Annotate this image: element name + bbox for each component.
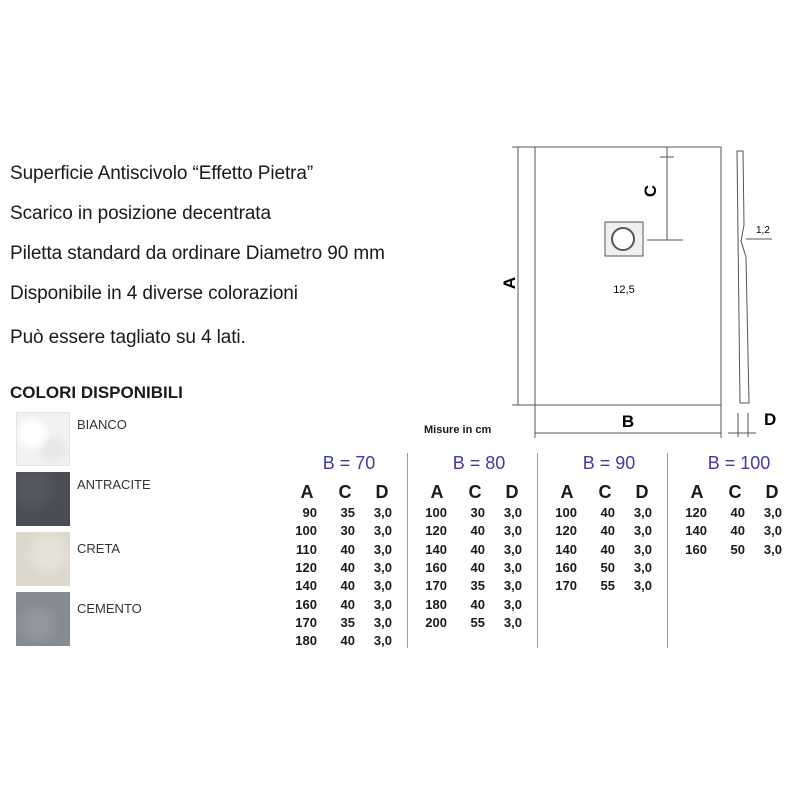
- table-header: C: [598, 482, 612, 502]
- tray-outline: [535, 147, 721, 405]
- table-cell: 55: [600, 578, 615, 594]
- drain-icon: [612, 228, 634, 250]
- table-cell: 3,0: [503, 505, 522, 520]
- table-cell: 3,0: [373, 614, 392, 630]
- table-cell: 3,0: [503, 596, 522, 612]
- table-cell: 3,0: [763, 505, 782, 520]
- table-cell: 140: [295, 578, 317, 594]
- table-cell: 40: [470, 541, 485, 557]
- table-cell: 3,0: [373, 633, 392, 649]
- table-cell: 110: [296, 541, 317, 557]
- table-cell: 40: [340, 578, 355, 594]
- table-cell: 35: [470, 578, 485, 594]
- swatch-label-antracite: ANTRACITE: [77, 477, 151, 492]
- table-cell: 3,0: [503, 614, 522, 630]
- column-title-b80: B = 80: [452, 453, 506, 473]
- table-cell: 100: [425, 505, 447, 520]
- colors-title: COLORI DISPONIBILI: [10, 383, 183, 402]
- table-cell: 3,0: [373, 578, 392, 594]
- table-cell: 3,0: [373, 541, 392, 557]
- measure-unit: Misure in cm: [424, 424, 492, 436]
- table-cell: 40: [340, 541, 355, 557]
- feature-list: [10, 164, 385, 368]
- table-cell: 160: [425, 559, 447, 575]
- drain-size: 12,5: [613, 284, 635, 296]
- table-cell: 35: [340, 505, 355, 520]
- table-cell: 3,0: [763, 523, 782, 539]
- table-cell: 170: [555, 578, 577, 594]
- table-cell: 30: [340, 523, 355, 539]
- feature-item: Può essere tagliato su 4 lati.: [10, 327, 246, 348]
- table-cell: 3,0: [503, 541, 522, 557]
- feature-item: Piletta standard da ordinare Diametro 90 mm: [10, 243, 385, 264]
- side-profile: [737, 151, 749, 403]
- table-cell: 100: [555, 505, 577, 520]
- table-header: D: [635, 482, 649, 502]
- label-c: C: [641, 184, 660, 198]
- table-header: D: [765, 482, 779, 502]
- table-cell: 40: [730, 523, 745, 539]
- table-cell: 120: [555, 523, 577, 539]
- column-divider: [667, 453, 668, 648]
- swatch-creta: [16, 532, 70, 586]
- table-cell: 40: [470, 596, 485, 612]
- table-cell: 3,0: [633, 523, 652, 539]
- table-header: D: [375, 482, 389, 502]
- table-cell: 170: [295, 614, 317, 630]
- table-header: A: [430, 482, 444, 502]
- table-header: C: [468, 482, 482, 502]
- table-cell: 90: [302, 505, 317, 520]
- table-cell: 55: [470, 614, 485, 630]
- feature-item: Disponibile in 4 diverse colorazioni: [10, 283, 298, 304]
- swatch-bianco: [16, 412, 70, 466]
- table-cell: 3,0: [633, 541, 652, 557]
- table-cell: 160: [685, 541, 707, 557]
- table-cell: 40: [340, 596, 355, 612]
- table-cell: 3,0: [503, 578, 522, 594]
- table-cell: 3,0: [633, 559, 652, 575]
- table-cell: 120: [295, 559, 317, 575]
- table-header: D: [505, 482, 519, 502]
- shower-tray-diagram: [490, 135, 790, 445]
- label-a: A: [500, 276, 519, 290]
- table-cell: 3,0: [633, 578, 652, 594]
- table-cell: 3,0: [373, 596, 392, 612]
- swatch-label-bianco: BIANCO: [77, 417, 127, 432]
- table-cell: 120: [425, 523, 447, 539]
- table-cell: 40: [470, 523, 485, 539]
- label-b: B: [621, 412, 635, 431]
- swatch-antracite: [16, 472, 70, 526]
- column-title-b90: B = 90: [582, 453, 636, 473]
- table-cell: 40: [470, 559, 485, 575]
- edge-thickness: 1,2: [756, 225, 770, 236]
- table-cell: 3,0: [633, 505, 652, 520]
- table-header: C: [728, 482, 742, 502]
- column-divider: [407, 453, 408, 648]
- column-divider: [537, 453, 538, 648]
- column-title-b100: B = 100: [707, 453, 771, 473]
- swatch-label-cemento: CEMENTO: [77, 601, 142, 616]
- table-cell: 40: [600, 505, 615, 520]
- table-cell: 160: [295, 596, 317, 612]
- column-title-b70: B = 70: [322, 453, 376, 473]
- table-header: A: [560, 482, 574, 502]
- table-cell: 40: [340, 633, 355, 649]
- swatch-label-creta: CRETA: [77, 541, 121, 556]
- table-cell: 180: [295, 633, 317, 649]
- table-cell: 3,0: [503, 559, 522, 575]
- table-cell: 40: [600, 541, 615, 557]
- table-cell: 3,0: [373, 505, 392, 520]
- table-cell: 35: [340, 614, 355, 630]
- table-cell: 3,0: [503, 523, 522, 539]
- table-cell: 3,0: [373, 523, 392, 539]
- table-cell: 40: [340, 559, 355, 575]
- label-d: D: [764, 410, 777, 429]
- table-cell: 3,0: [373, 559, 392, 575]
- table-cell: 160: [555, 559, 577, 575]
- table-cell: 200: [425, 614, 447, 630]
- table-cell: 40: [730, 505, 745, 520]
- table-cell: 180: [425, 596, 447, 612]
- table-cell: 30: [470, 505, 485, 520]
- table-cell: 140: [425, 541, 447, 557]
- table-cell: 100: [295, 523, 317, 539]
- feature-item: Scarico in posizione decentrata: [10, 203, 271, 224]
- table-cell: 50: [730, 541, 745, 557]
- table-cell: 120: [685, 505, 707, 520]
- table-cell: 3,0: [763, 541, 782, 557]
- table-header: A: [300, 482, 314, 502]
- swatch-cemento: [16, 592, 70, 646]
- table-cell: 140: [685, 523, 707, 539]
- table-header: A: [690, 482, 704, 502]
- table-cell: 40: [600, 523, 615, 539]
- table-cell: 140: [555, 541, 577, 557]
- table-cell: 170: [425, 578, 447, 594]
- table-cell: 50: [600, 559, 615, 575]
- table-header: C: [338, 482, 352, 502]
- feature-item: Superficie Antiscivolo “Effetto Pietra”: [10, 163, 314, 184]
